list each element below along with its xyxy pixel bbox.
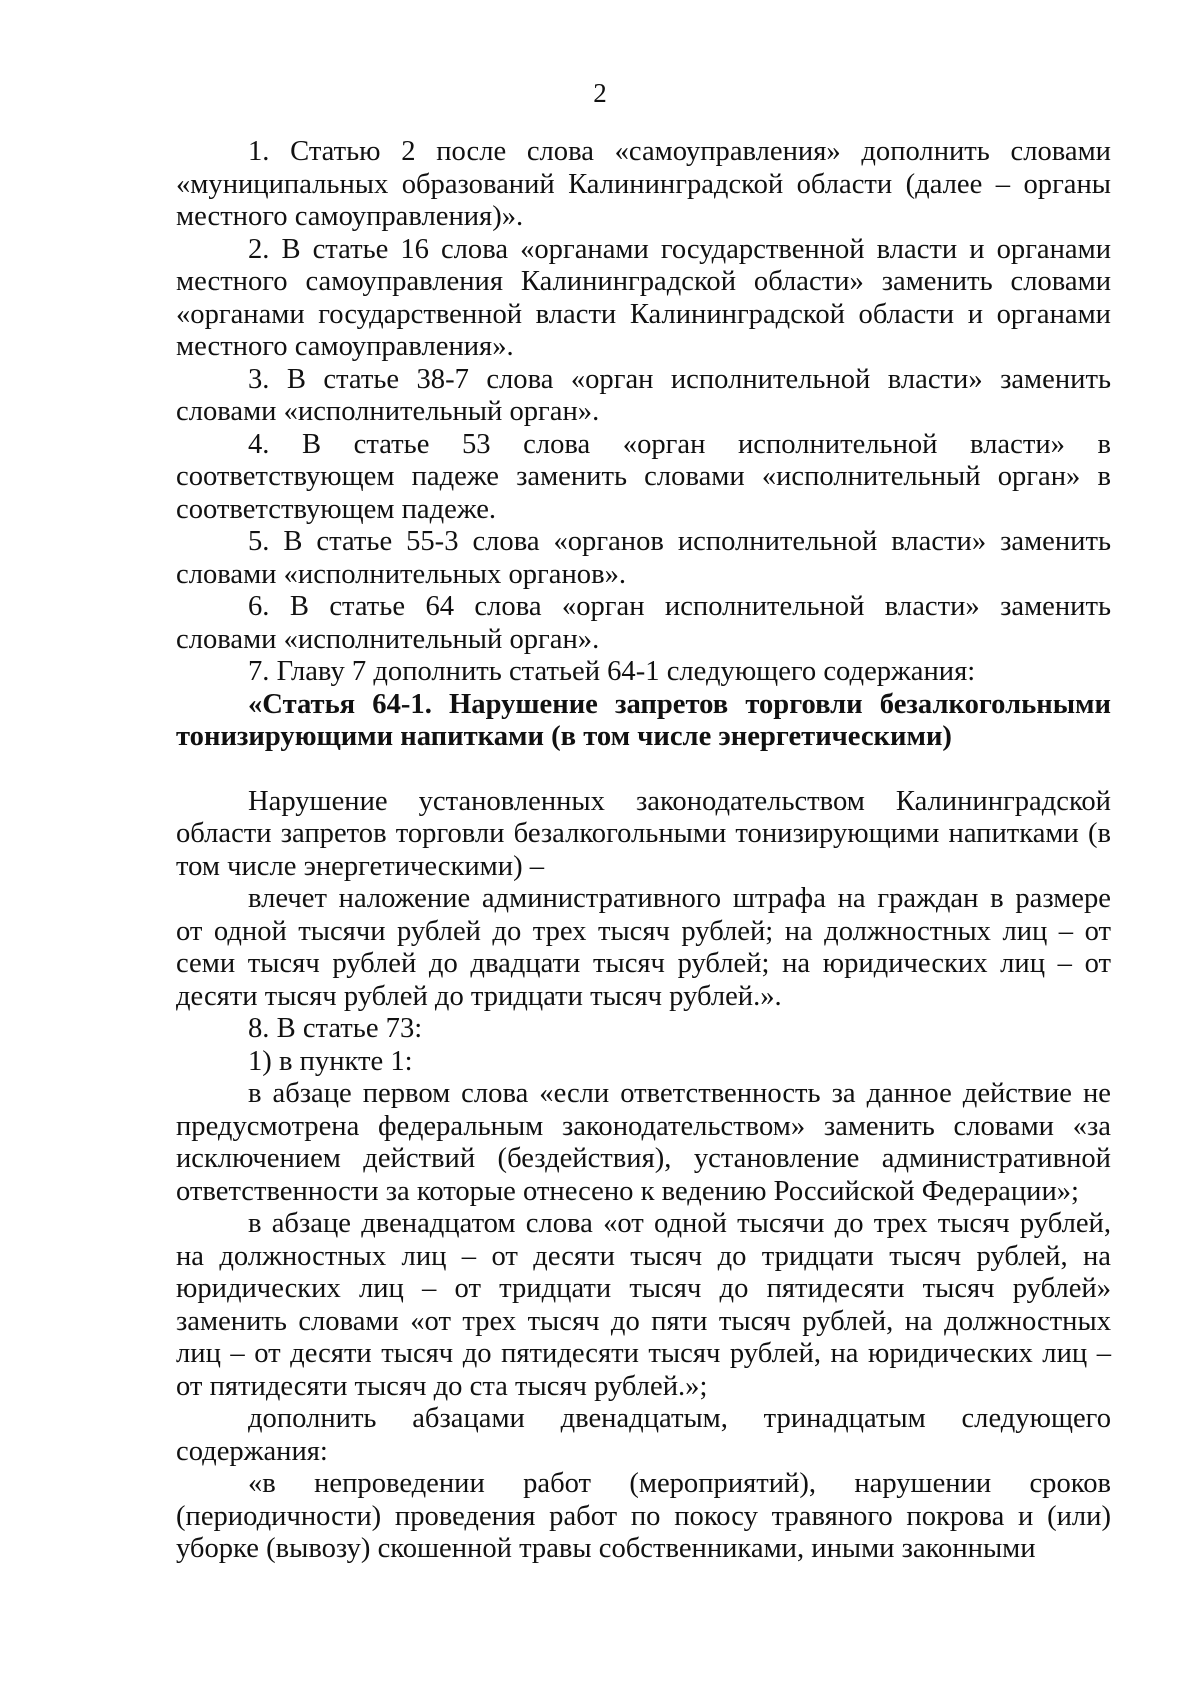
paragraph-item-1: 1. Статью 2 после слова «самоуправления» дополнить словами «муниципальных образований Калининградской области (далее – органы местного самоуправления)».	[176, 136, 1111, 232]
paragraph-item-8: 8. В статье 73:	[248, 1013, 423, 1044]
article-sanction: влечет наложение административного штрафа на граждан в размере от одной тысячи рублей до трех тысяч рублей; на должностных лиц – от семи тысяч рублей до двадцати тысяч рублей; на юридических лиц – от десяти тысяч рублей до тридцати тысяч рублей.».	[176, 883, 1111, 1012]
subitem-1: 1) в пункте 1:	[248, 1045, 413, 1077]
article-heading: «Статья 64-1. Нарушение запретов торговли безалкогольными тонизирующими напитками (в том числе энергетическими)	[176, 688, 1111, 752]
page-number: 2	[593, 78, 607, 108]
paragraph-item-7: 7. Главу 7 дополнить статьей 64-1 следующего содержания:	[248, 656, 976, 687]
paragraph-item-5: 5. В статье 55-3 слова «органов исполнительной власти» заменить словами «исполнительных органов».	[176, 526, 1111, 590]
heading-gap	[176, 754, 1111, 786]
paragraph-item-4: 4. В статье 53 слова «орган исполнительной власти» в соответствующем падеже заменить словами «исполнительный орган» в соответствующем падеже.	[176, 428, 1111, 525]
amendment-paragraph-first: в абзаце первом слова «если ответственность за данное действие не предусмотрена федеральным законодательством» заменить словами «за исключением действий (бездействия), установление административной ответственности за которые отнесено к ведению Российской Федерации»;	[176, 1078, 1111, 1207]
amendment-add-paragraphs: дополнить абзацами двенадцатым, тринадцатым следующего содержания:	[176, 1403, 1111, 1467]
amendment-paragraph-twelfth: в абзаце двенадцатом слова «от одной тысячи до трех тысяч рублей, на должностных лиц – от десяти тысяч до тридцати тысяч рублей, на юридических лиц – от тридцати тысяч до пятидесяти тысяч рублей» заменить словами «от трех тысяч до пяти тысяч рублей, на должностных лиц – от десяти тысяч до пятидесяти тысяч рублей, на юридических лиц – от пятидесяти тысяч до ста тысяч рублей.»;	[176, 1208, 1111, 1402]
amendment-new-text: «в непроведении работ (мероприятий), нарушении сроков (периодичности) проведения работ по покосу травяного покрова и (или) уборке (вывозу) скошенной травы собственниками, иными законными	[176, 1468, 1111, 1564]
paragraph-item-6: 6. В статье 64 слова «орган исполнительной власти» заменить словами «исполнительный орган».	[176, 591, 1111, 655]
article-disposition: Нарушение установленных законодательством Калининградской области запретов торговли безалкогольными тонизирующими напитками (в том числе энергетическими) –	[176, 785, 1111, 882]
paragraph-item-2: 2. В статье 16 слова «органами государственной власти и органами местного самоуправления Калининградской области» заменить словами «органами государственной власти Калининградской области и органами местного самоуправления».	[176, 233, 1111, 362]
paragraph-item-3: 3. В статье 38-7 слова «орган исполнительной власти» заменить словами «исполнительный орган».	[176, 363, 1111, 427]
document-body	[176, 136, 1111, 1566]
